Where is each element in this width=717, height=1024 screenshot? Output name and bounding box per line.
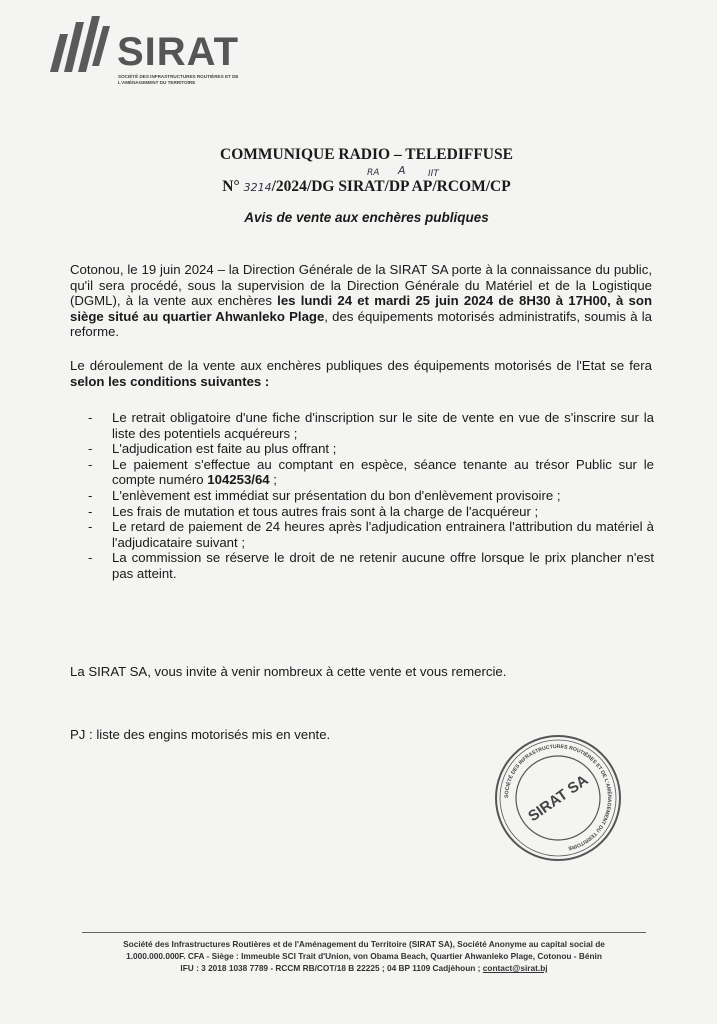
ref-handwritten-number: 3214 xyxy=(243,181,272,194)
handwritten-annotation: RA xyxy=(367,168,380,178)
list-item xyxy=(88,457,654,488)
payment-text: Le paiement s'effectue au comptant en espèce, séance tenante au trésor Public sur le compte numéro xyxy=(112,456,654,488)
handwritten-annotation: A xyxy=(398,164,406,177)
contact-email-link[interactable]: contact@sirat.bj xyxy=(482,963,548,973)
logo-name: SIRAT xyxy=(117,30,240,74)
reference-number xyxy=(8,178,717,196)
intro-text: Cotonou, le 19 juin 2024 – la Direction Générale de la SIRAT SA porte à la connaissance du public, qu'il sera procédé, sous la supervision de la Direction Générale du Matériel et de la Logistique (DGML), à la vente aux enchères xyxy=(70,262,652,309)
footer-line-3 xyxy=(70,962,658,974)
account-number: 104253/64 xyxy=(207,472,270,488)
list-item: - L'enlèvement est immédiat sur présentation du bon d'enlèvement provisoire ; xyxy=(88,488,654,504)
payment-text-end: ; xyxy=(269,472,277,488)
conditions-list xyxy=(88,410,654,582)
company-footer xyxy=(70,938,658,974)
conditions-intro-bold: selon les conditions suivantes : xyxy=(70,373,270,389)
list-item: - L'adjudication est faite au plus offrant ; xyxy=(88,441,654,457)
ref-prefix: N° xyxy=(222,178,240,195)
list-item: - Le retard de paiement de 24 heures après l'adjudication entrainera l'attribution du matériel à l'adjudicataire suivant ; xyxy=(88,519,654,550)
intro-paragraph xyxy=(70,262,652,340)
footer-divider xyxy=(82,932,646,933)
logo-subtitle: SOCIÉTÉ DES INFRASTRUCTURES ROUTIÈRES ET DE L'AMÉNAGEMENT DU TERRITOIRE xyxy=(118,74,239,85)
handwritten-annotation: IIT xyxy=(428,169,439,179)
list-item: - Le retrait obligatoire d'une fiche d'inscription sur le site de vente en vue de s'inscrire sur la liste des potentiels acquéreurs ; xyxy=(88,410,654,441)
list-item: - La commission se réserve le droit de ne retenir aucune offre lorsque le prix plancher n'est pas atteint. xyxy=(88,550,654,581)
list-item: - Les frais de mutation et tous autres frais sont à la charge de l'acquéreur ; xyxy=(88,504,654,520)
sirat-logo xyxy=(44,10,264,90)
intro-text-end: , des équipements motorisés administratifs, soumis à la reforme. xyxy=(70,308,652,340)
company-stamp-seal xyxy=(492,732,624,864)
logo-bars-icon xyxy=(44,14,114,78)
footer-line-2: 1.000.000.000F. CFA - Siège : Immeuble SCI Trait d'Union, von Obama Beach, Quartier Ahwanleko Plage, Cotonou - Bénin xyxy=(126,951,602,961)
ref-suffix: /2024/DG SIRAT/DP AP/RCOM/CP xyxy=(271,178,511,195)
footer-line-1: Société des Infrastructures Routières et de l'Aménagement du Territoire (SIRAT SA), Société Anonyme au capital social de xyxy=(123,939,605,949)
stamp-ring-text: SOCIÉTÉ DES INFRASTRUCTURES ROUTIÈRES ET DE L'AMÉNAGEMENT DU TERRITOIRE xyxy=(503,743,613,851)
conditions-intro-text: Le déroulement de la vente aux enchères publiques des équipements motorisés de l'Etat se fera xyxy=(70,358,652,373)
communique-title: COMMUNIQUE RADIO – TELEDIFFUSE xyxy=(220,146,513,163)
attachment-line: PJ : liste des engins motorisés mis en vente. xyxy=(70,727,331,742)
closing-paragraph: La SIRAT SA, vous invite à venir nombreux à cette vente et vous remercie. xyxy=(70,664,507,679)
footer-registry: IFU : 3 2018 1038 7789 - RCCM RB/COT/18 B 22225 ; 04 BP 1109 Cadjèhoun ; xyxy=(180,963,483,973)
intro-dates-bold: les lundi 24 et mardi 25 juin 2024 de 8H30 à 17H00, à son siège situé au quartier Ahwanleko Plage xyxy=(70,293,653,324)
stamp-center-text: SIRAT SA xyxy=(525,771,592,826)
conditions-intro-paragraph xyxy=(70,358,652,389)
notice-subtitle: Avis de vente aux enchères publiques xyxy=(244,210,489,225)
